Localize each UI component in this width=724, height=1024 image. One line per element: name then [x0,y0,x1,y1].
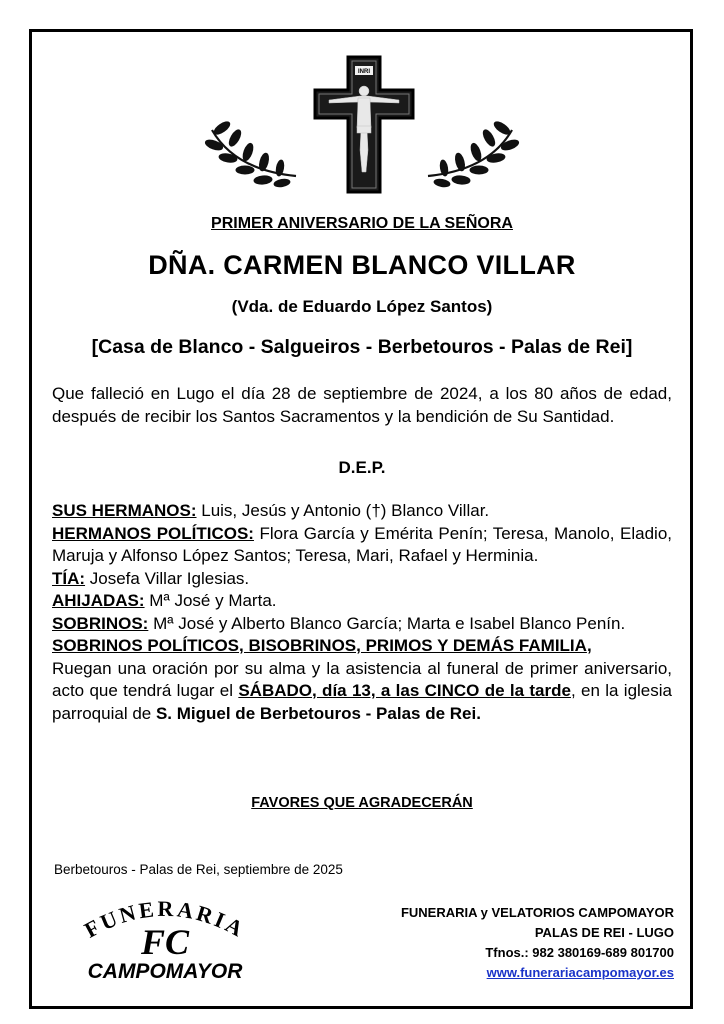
widow-of-line: (Vda. de Eduardo López Santos) [231,297,493,316]
aunt-label: TÍA: [52,568,86,588]
siblings-line [52,500,672,523]
siblings-names: Luis, Jesús y Antonio (†) Blanco Villar. [196,501,490,520]
place-date: Berbetouros - Palas de Rei, septiembre de 2025 [54,862,343,877]
in-laws-label: HERMANOS POLÍTICOS: [52,523,254,543]
service-time: SÁBADO, día 13, a las CINCO de la tarde [238,681,571,700]
in-laws-line [52,523,672,568]
request-text-2: , en la iglesia parroquial de [52,681,672,723]
website-link[interactable]: www.funerariacampomayor.es [486,965,674,980]
request-text-1: Ruegan una oración por su alma y la asistencia al funeral de primer aniversario, acto que tendrá lugar el [52,658,672,700]
goddaughters-line [52,590,672,613]
crucifix-icon [315,57,413,192]
service-church: S. Miguel de Berbetouros - Palas de Rei. [155,703,481,723]
house-location-line: [Casa de Blanco - Salgueiros - Berbetouros - Palas de Rei] [91,336,633,358]
funeral-request [52,658,672,726]
funeraria-logo [50,888,280,988]
family-section [52,500,672,725]
aunt-line [52,568,672,591]
death-announcement: Que falleció en Lugo el día 28 de septiembre de 2024, a los 80 años de edad, después de recibir los Santos Sacramentos y la bendición de Su Santidad. [52,384,672,426]
left-laurel-icon [204,120,296,188]
logo-word-bottom: CAMPOMAYOR [87,960,243,983]
company-location: PALAS DE REI - LUGO [534,925,674,940]
goddaughters-label: AHIJADAS: [52,591,145,610]
thanks-line: FAVORES QUE AGRADECERÁN [251,795,473,811]
logo-word-top: FUNERARIA [80,895,250,943]
logo-monogram: FC [140,922,190,962]
company-phones: Tfnos.: 982 380169-689 801700 [485,945,674,960]
anniversary-heading: PRIMER ANIVERSARIO DE LA SEÑORA [211,215,513,232]
right-laurel-icon [428,120,520,188]
nephews-line [52,613,672,636]
inri-plaque: INRI [358,69,370,75]
company-name: FUNERARIA y VELATORIOS CAMPOMAYOR [400,905,674,920]
in-laws-names: Flora García y Emérita Penín; Teresa, Manolo, Eladio, Maruja y Alfonso López Santos; Teresa, Mari, Rafael y Herminia. [52,523,672,565]
goddaughters-names: Mª José y Marta. [144,591,277,610]
contact-block [401,903,674,983]
others-label: SOBRINOS POLÍTICOS, BISOBRINOS, PRIMOS Y DEMÁS FAMILIA [52,636,587,655]
deceased-name: DÑA. CARMEN BLANCO VILLAR [148,250,576,280]
aunt-name: Josefa Villar Iglesias. [85,568,250,588]
nephews-label: SOBRINOS: [52,613,149,633]
siblings-label: SUS HERMANOS: [52,501,197,520]
others-comma: , [586,636,592,655]
rip-line: D.E.P. [338,458,386,477]
cross-ornament [0,0,724,200]
nephews-names: Mª José y Alberto Blanco García; Marta e Isabel Blanco Penín. [148,613,626,633]
others-line [52,635,672,658]
